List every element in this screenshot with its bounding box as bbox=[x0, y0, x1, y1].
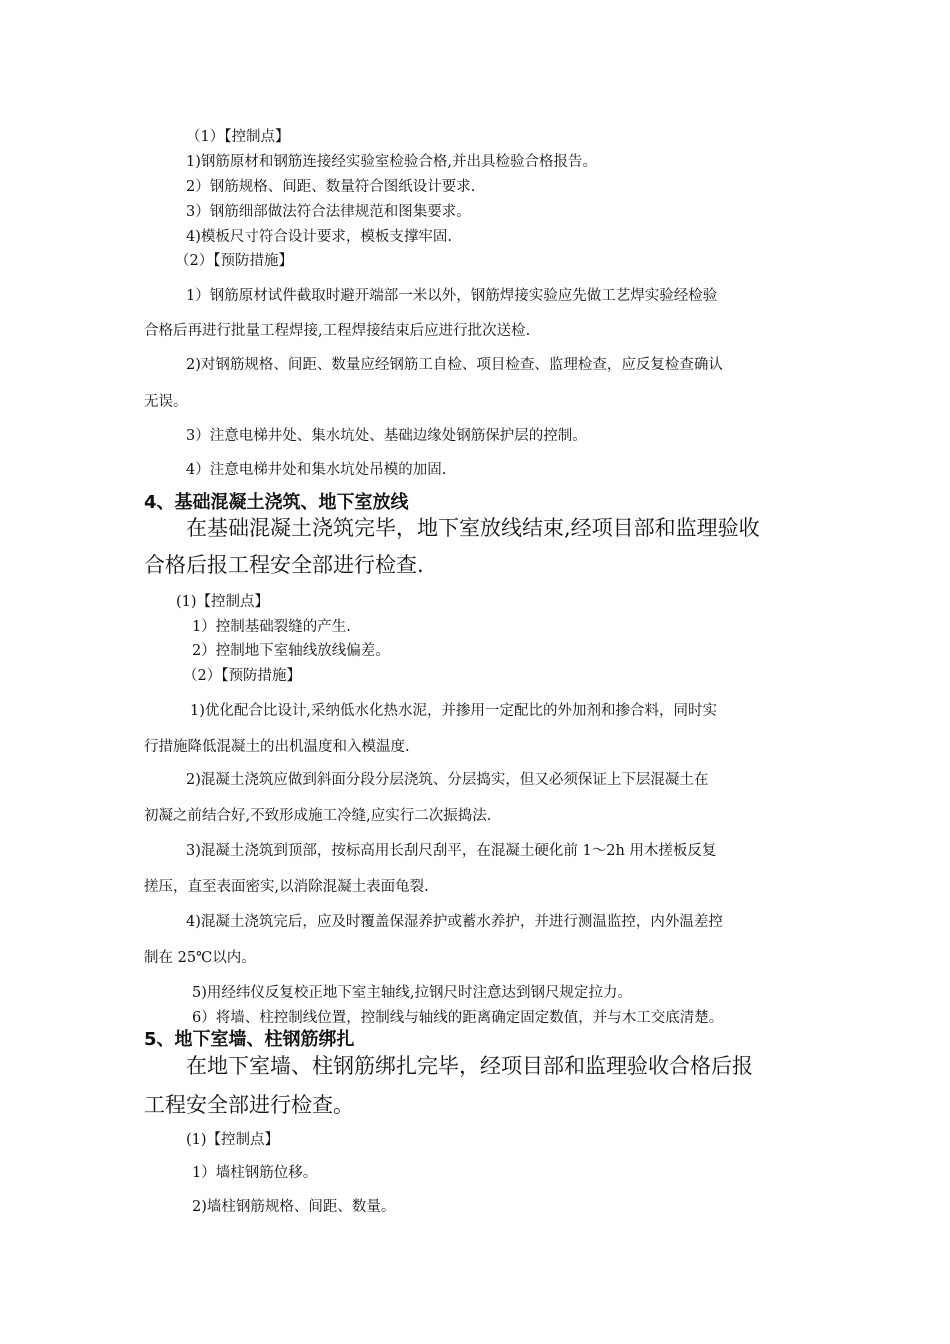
prevention-measure-line: 1)优化配合比设计,采纳低水化热水泥，并掺用一定配比的外加剂和掺合料，同时实 bbox=[190, 703, 717, 719]
control-point-item: 1）墙柱钢筋位移。 bbox=[192, 1165, 318, 1181]
control-points-heading: （1）【控制点】 bbox=[186, 129, 290, 145]
prevention-measure-line: 无误。 bbox=[144, 394, 188, 410]
prevention-measure-line: 4)混凝土浇筑完后，应及时覆盖保湿养护或蓄水养护，并进行测温监控，内外温差控 bbox=[186, 914, 723, 930]
prevention-measure-line: 初凝之前结合好,不致形成施工冷缝,应实行二次振捣法. bbox=[144, 808, 492, 824]
prevention-measure-line: 合格后再进行批量工程焊接,工程焊接结束后应进行批次送检. bbox=[144, 323, 531, 339]
control-point-item: 1）控制基础裂缝的产生. bbox=[192, 619, 351, 635]
prevention-measure-line: 2)对钢筋规格、间距、数量应经钢筋工自检、项目检查、监理检查，应反复检查确认 bbox=[186, 357, 723, 373]
prevention-measures-heading: （2）【预防措施】 bbox=[183, 668, 301, 684]
control-point-item: 3）钢筋细部做法符合法律规范和图集要求。 bbox=[186, 204, 471, 220]
prevention-measure-line: 3）注意电梯井处、集水坑处、基础边缘处钢筋保护层的控制。 bbox=[186, 428, 587, 444]
prevention-measure-line: 6）将墙、柱控制线位置，控制线与轴线的距离确定固定数值，并与木工交底清楚。 bbox=[192, 1010, 724, 1026]
control-points-heading: (1)【控制点】 bbox=[186, 1132, 280, 1148]
section-5-heading: 5、地下室墙、柱钢筋绑扎 bbox=[144, 1029, 355, 1050]
section-4-intro: 合格后报工程安全部进行检查. bbox=[144, 553, 424, 577]
prevention-measure-line: 3)混凝土浇筑到顶部，按标高用长刮尺刮平，在混凝土硬化前 1～2h 用木搓板反复 bbox=[186, 843, 717, 859]
control-points-heading: (1)【控制点】 bbox=[176, 594, 270, 610]
section-4-heading: 4、基础混凝土浇筑、地下室放线 bbox=[144, 492, 409, 513]
control-point-item: 2）钢筋规格、间距、数量符合图纸设计要求. bbox=[186, 179, 476, 195]
prevention-measure-line: 2)混凝土浇筑应做到斜面分段分层浇筑、分层捣实，但又必须保证上下层混凝土在 bbox=[186, 772, 709, 788]
control-point-item: 4)模板尺寸符合设计要求，模板支撑牢固. bbox=[186, 229, 452, 245]
section-5-intro: 工程安全部进行检查。 bbox=[144, 1093, 354, 1117]
prevention-measure-line: 5)用经纬仪反复校正地下室主轴线,拉钢尺时注意达到钢尺规定拉力。 bbox=[192, 985, 632, 1001]
prevention-measure-line: 1）钢筋原材试件截取时避开端部一米以外，钢筋焊接实验应先做工艺焊实验经检验 bbox=[186, 288, 718, 304]
control-point-item: 1)钢筋原材和钢筋连接经实验室检验合格,并出具检验合格报告。 bbox=[186, 154, 597, 170]
prevention-measure-line: 行措施降低混凝土的出机温度和入模温度. bbox=[144, 739, 410, 755]
prevention-measures-heading: （2）【预防措施】 bbox=[175, 253, 293, 269]
control-point-item: 2）控制地下室轴线放线偏差。 bbox=[192, 643, 390, 659]
control-point-item: 2)墙柱钢筋规格、间距、数量。 bbox=[192, 1199, 396, 1215]
prevention-measure-line: 搓压，直至表面密实,以消除混凝土表面龟裂. bbox=[144, 879, 429, 895]
prevention-measure-line: 4）注意电梯井处和集水坑处吊模的加固. bbox=[186, 462, 447, 478]
section-5-intro: 在地下室墙、柱钢筋绑扎完毕，经项目部和监理验收合格后报 bbox=[186, 1054, 753, 1078]
section-4-intro: 在基础混凝土浇筑完毕，地下室放线结束,经项目部和监理验收 bbox=[186, 516, 760, 540]
prevention-measure-line: 制在 25℃以内。 bbox=[144, 950, 256, 966]
